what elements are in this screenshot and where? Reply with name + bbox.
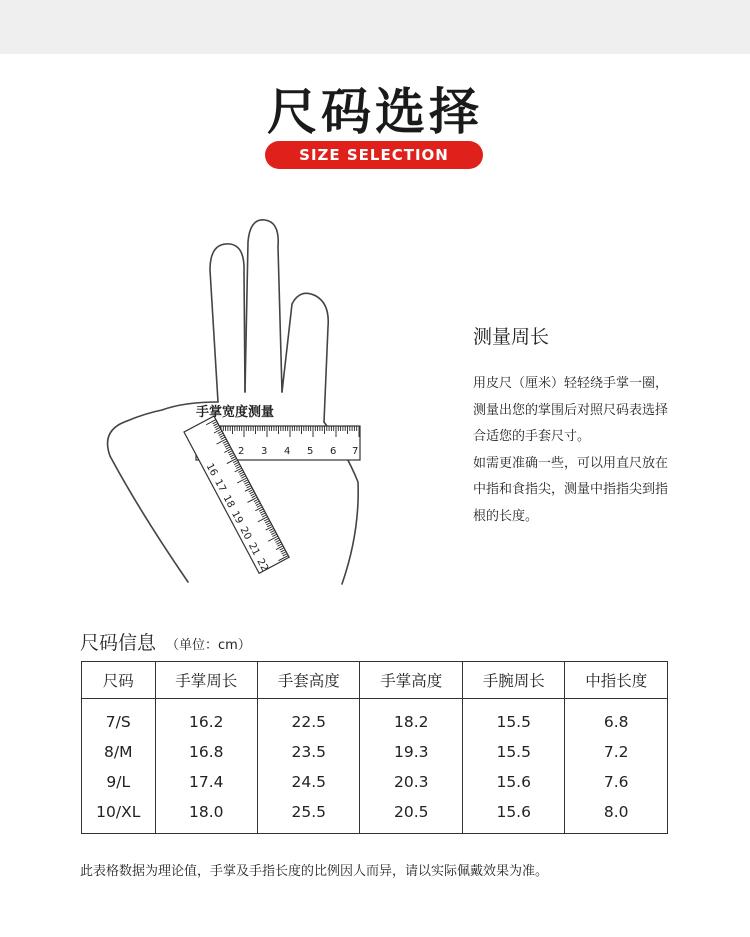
table-cell: 9/L [82, 767, 156, 797]
table-cell: 6.8 [565, 699, 668, 738]
size-info-heading [80, 628, 251, 655]
table-header: 手套高度 [258, 662, 360, 699]
table-cell: 18.0 [155, 797, 257, 834]
measure-heading: 测量周长 [473, 326, 550, 348]
table-cell: 18.2 [360, 699, 462, 738]
table-cell: 20.3 [360, 767, 462, 797]
subtitle-badge: SIZE SELECTION [265, 141, 483, 169]
disclaimer-note: 此表格数据为理论值，手掌及手指长度的比例因人而异，请以实际佩戴效果为准。 [80, 864, 549, 879]
size-info-title: 尺码信息 [80, 632, 157, 654]
table-cell: 22.5 [258, 699, 360, 738]
ruler-tick-label: 3 [261, 446, 268, 457]
table-cell: 7/S [82, 699, 156, 738]
table-cell: 23.5 [258, 737, 360, 767]
table-header: 手掌高度 [360, 662, 462, 699]
table-cell: 15.5 [462, 737, 564, 767]
table-cell: 8/M [82, 737, 156, 767]
table-cell: 15.6 [462, 797, 564, 834]
ruler-tick-label: 16 [203, 461, 220, 479]
table-header: 手腕周长 [462, 662, 564, 699]
measure-text-1: 用皮尺（厘米）轻轻绕手掌一圈，测量出您的掌围后对照尺码表选择合适您的手套尺寸。 [473, 376, 669, 444]
table-cell: 24.5 [258, 767, 360, 797]
table-row [82, 767, 668, 797]
ruler-tick-label: 4 [284, 446, 291, 457]
table-cell: 15.5 [462, 699, 564, 738]
ruler-tick-label: 5 [307, 446, 314, 457]
ruler-tick-label: 21 [245, 541, 262, 558]
top-banner [0, 0, 750, 54]
table-cell: 7.6 [565, 767, 668, 797]
table-cell: 20.5 [360, 797, 462, 834]
table-cell: 8.0 [565, 797, 668, 834]
ruler-label: 手掌宽度测量 [196, 405, 275, 420]
ruler-tick-label: 22 [254, 557, 271, 574]
page-title: 尺码选择 [267, 83, 483, 141]
table-row [82, 699, 668, 738]
ruler-tick-label: 20 [237, 525, 254, 542]
table-cell: 7.2 [565, 737, 668, 767]
table-row [82, 737, 668, 767]
ruler-tick-label: 19 [229, 509, 245, 526]
ruler-tick-label: 6 [330, 446, 337, 457]
table-cell: 19.3 [360, 737, 462, 767]
table-cell: 25.5 [258, 797, 360, 834]
table-row [82, 797, 668, 834]
ruler-tick-label: 7 [352, 446, 359, 457]
hand-measure-illustration [80, 212, 400, 612]
table-header-row [82, 662, 668, 699]
table-cell: 16.8 [155, 737, 257, 767]
ruler-tick-label: 18 [220, 493, 237, 510]
table-header: 尺码 [82, 662, 156, 699]
table-cell: 16.2 [155, 699, 257, 738]
table-header: 中指长度 [565, 662, 668, 699]
ruler-tick-label: 17 [212, 477, 228, 494]
table-cell: 10/XL [82, 797, 156, 834]
measure-text-2: 如需更准确一些，可以用直尺放在中指和食指尖，测量中指指尖到指根的长度。 [473, 455, 669, 524]
table-cell: 17.4 [155, 767, 257, 797]
ruler-tick-label: 2 [238, 446, 245, 457]
table-header: 手掌周长 [155, 662, 257, 699]
size-info-unit: （单位：cm） [166, 638, 251, 653]
table-cell: 15.6 [462, 767, 564, 797]
measure-instructions [473, 322, 673, 530]
size-table [81, 661, 668, 834]
